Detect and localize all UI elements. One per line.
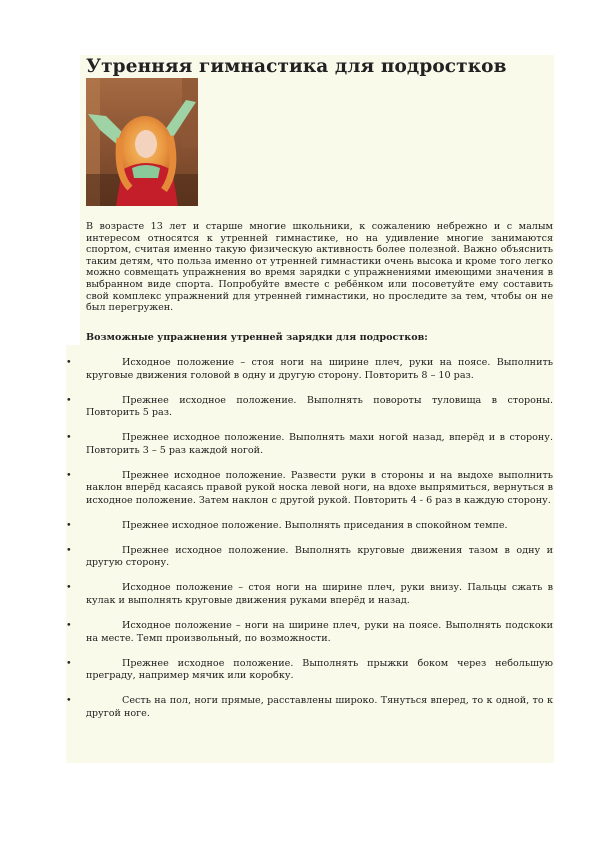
list-item-text: Прежнее исходное положение. Выполнять приседания в спокойном темпе. xyxy=(122,519,508,531)
list-item xyxy=(66,469,553,508)
bullet-icon: • xyxy=(66,620,72,632)
bullet-icon: • xyxy=(66,519,72,531)
intro-paragraph: В возрасте 13 лет и старше многие школьники, к сожалению небрежно и с малым интересом относятся к утренней гимнастике, но на удивление многие занимаются спортом, считая именно такую физическую активность более полезной. Важно объяснить таким детям, что польза именно от утренней гимнастики очень высока и кроме того легко можно совмещать упражнения во время зарядки с упражнениями имеющими значения в выбранном виде спорта. Попробуйте вместе с ребёнком или посоветуйте ему составить свой комплекс упражнений для утренней гимнастики, но проследите за тем, чтобы он не был перегружен. xyxy=(86,221,553,314)
page-title: Утренняя гимнастика для подростков xyxy=(86,56,507,77)
list-item xyxy=(66,544,553,570)
list-item-text: Прежнее исходное положение. Выполнять махи ногой назад, вперёд и в сторону. Повторить 3 – 5 раз каждой ногой. xyxy=(86,432,553,456)
list-item-text: Прежнее исходное положение. Выполнять прыжки боком через небольшую преграду, например мячик или коробку. xyxy=(86,657,553,682)
list-item xyxy=(66,657,553,683)
list-item-text: Исходное положение – стоя ноги на ширине плеч, руки на поясе. Выполнить круговые движения головой в одну и другую сторону. Повторить 8 – 10 раз. xyxy=(86,357,553,381)
exercises-heading: Возможные упражнения утренней зарядки для подростков: xyxy=(86,332,428,343)
list-item xyxy=(66,620,553,645)
bullet-icon: • xyxy=(66,357,72,368)
list-item xyxy=(66,519,553,533)
girl-exercising-photo xyxy=(86,78,198,206)
bullet-icon: • xyxy=(66,695,72,707)
bullet-icon: • xyxy=(66,432,72,444)
list-item-text: Сесть на пол, ноги прямые, расставлены широко. Тянуться вперед, то к одной, то к другой ноге. xyxy=(86,695,553,719)
list-item-text: Прежнее исходное положение. Выполнять круговые движения тазом в одну и другую сторону. xyxy=(86,544,553,569)
list-item xyxy=(66,582,553,607)
bullet-icon: • xyxy=(66,544,72,556)
bullet-icon: • xyxy=(66,394,72,406)
bullet-icon: • xyxy=(66,469,72,481)
list-item xyxy=(66,357,553,382)
list-item-text: Прежнее исходное положение. Развести руки в стороны и на выдохе выполнить наклон вперёд касаясь правой рукой носка левой ноги, на вдохе выпрямиться, вернуться в исходное положение. Затем наклон с другой рукой. Повторить 4 - 6 раз в каждую сторону. xyxy=(86,469,553,506)
list-item xyxy=(66,394,553,420)
list-item-text: Исходное положение – ноги на ширине плеч, руки на поясе. Выполнять подскоки на месте. Темп произвольный, по возможности. xyxy=(86,620,553,644)
bullet-icon: • xyxy=(66,657,72,669)
exercise-list xyxy=(66,357,553,733)
list-item-text: Исходное положение – стоя ноги на ширине плеч, руки внизу. Пальцы сжать в кулак и выполнять круговые движения руками вперёд и назад. xyxy=(86,582,553,607)
bullet-icon: • xyxy=(66,582,72,594)
list-item-text: Прежнее исходное положение. Выполнять повороты туловища в стороны. Повторить 5 раз. xyxy=(86,394,553,419)
list-item xyxy=(66,695,553,720)
list-item xyxy=(66,432,553,457)
